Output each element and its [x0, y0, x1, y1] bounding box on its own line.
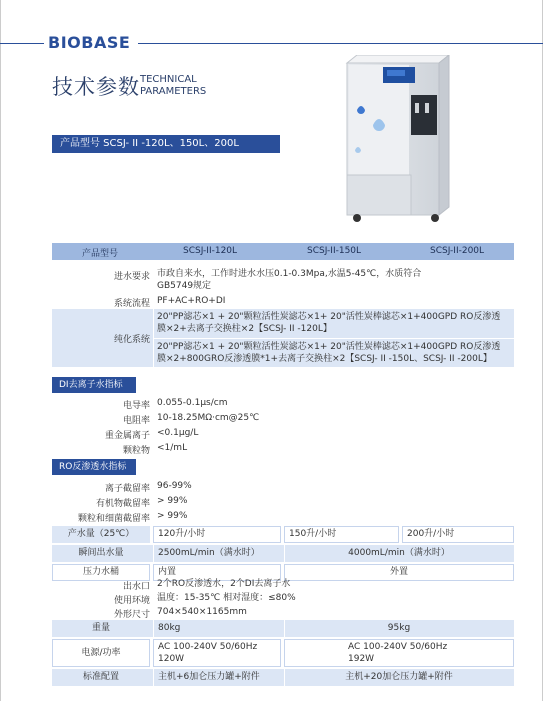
weight-value-2: 95kg — [387, 623, 411, 633]
instant-value-2: 4000mL/min（满水时） — [348, 548, 450, 558]
config-value-2: 主机+20加仑压力罐+附件 — [345, 672, 453, 682]
ro-item-value-3: > 99% — [157, 511, 188, 521]
weight-value-1: 80kg — [158, 623, 181, 633]
spec-header-model-2: SCSJ-II-150L — [307, 246, 362, 256]
purify-b-line-1: 20"PP滤芯×1 + 20"颗粒活性炭滤芯×1+ 20"活性炭棒滤芯×1+400GPD RO反渗透 — [157, 342, 501, 352]
page-title-en — [140, 74, 206, 98]
outlet-label: 出水口 — [122, 582, 150, 592]
config-divider-1 — [153, 669, 154, 686]
brand-logo: BIOBASE — [48, 33, 131, 52]
output-value-1: 120升/小时 — [158, 529, 206, 539]
di-item-label-4: 颗粒物 — [122, 446, 150, 456]
weight-divider-1 — [153, 620, 154, 637]
title-en-line-2: PARAMETERS — [140, 86, 207, 97]
power-b-line-2: 192W — [348, 654, 375, 664]
power-label: 电源/功率 — [81, 648, 121, 658]
tank-label: 压力水桶 — [82, 567, 119, 577]
purify-row-divider — [153, 338, 514, 339]
size-value: 704×540×1165mm — [157, 607, 247, 617]
power-a-line-2: 120W — [158, 654, 185, 664]
di-item-value-3: <0.1μg/L — [157, 428, 199, 438]
product-image — [333, 55, 453, 225]
inlet-value-1: 市政自来水，工作时进水水压0.1-0.3Mpa,水温5-45℃，水质符合 — [157, 269, 422, 279]
purify-a-line-2: 膜×2+去离子交换柱×2【SCSJ- II -120L】 — [157, 324, 332, 334]
env-label: 使用环境 — [113, 596, 150, 606]
page-title: 技术参数 — [52, 75, 140, 99]
ro-item-label-3: 颗粒和细菌截留率 — [77, 514, 150, 524]
model-bar: 产品型号 SCSJ- II -120L、150L、200L — [52, 135, 280, 153]
inlet-label: 进水要求 — [113, 272, 150, 282]
power-b-line-1: AC 100-240V 50/60Hz — [348, 642, 448, 652]
di-item-value-2: 10-18.25MΩ·cm@25℃ — [157, 413, 260, 423]
purify-a-line-1: 20"PP滤芯×1 + 20"颗粒活性炭滤芯×1+ 20"活性炭棒滤芯×1+400GPD RO反渗透 — [157, 312, 501, 322]
spec-header-model-3: SCSJ-II-200L — [430, 246, 485, 256]
weight-label: 重量 — [91, 623, 110, 633]
ro-section-tag: RO反渗透水指标 — [52, 459, 136, 475]
size-label: 外形尺寸 — [113, 610, 150, 620]
inlet-value-2: GB5749规定 — [157, 281, 212, 291]
ro-item-label-1: 离子截留率 — [104, 484, 150, 494]
output-value-2: 150升/小时 — [289, 529, 337, 539]
tank-value-1: 内置 — [158, 567, 177, 577]
output-value-3: 200升/小时 — [407, 529, 455, 539]
spec-header — [52, 243, 514, 260]
instant-label: 瞬间出水量 — [78, 548, 124, 558]
di-item-label-1: 电导率 — [122, 401, 150, 411]
outlet-value: 2个RO反渗透水，2个DI去离子水 — [157, 579, 291, 589]
di-item-label-3: 重金属离子 — [104, 431, 150, 441]
flow-value: PF+AC+RO+DI — [157, 296, 226, 306]
power-a-line-1: AC 100-240V 50/60Hz — [158, 642, 258, 652]
di-item-value-4: <1/mL — [157, 443, 188, 453]
di-item-label-2: 电阻率 — [122, 416, 150, 426]
tank-value-2: 外置 — [389, 567, 408, 577]
ro-item-value-2: > 99% — [157, 496, 188, 506]
env-value: 温度：15-35℃ 相对湿度：≤80% — [157, 593, 296, 603]
spec-header-label: 产品型号 — [82, 249, 119, 259]
instant-value-1: 2500mL/min（满水时） — [158, 548, 260, 558]
ro-item-value-1: 96-99% — [157, 481, 192, 491]
spec-header-model-1: SCSJ-II-120L — [183, 246, 238, 256]
instant-divider-1 — [153, 545, 154, 562]
ro-item-label-2: 有机物截留率 — [95, 499, 150, 509]
title-en-line-1: TECHNICAL — [140, 74, 197, 85]
di-section-tag: DI去离子水指标 — [52, 377, 136, 393]
config-label: 标准配置 — [82, 672, 119, 682]
flow-label: 系统流程 — [113, 299, 150, 309]
purify-label: 纯化系统 — [113, 335, 150, 345]
di-item-value-1: 0.055-0.1μs/cm — [157, 398, 228, 408]
purify-b-line-2: 膜×2+800GRO反渗透膜*1+去离子交换柱×2【SCSJ- II -150L、SCSJ- II -200L】 — [157, 354, 492, 364]
page-border-left — [0, 0, 1, 701]
config-value-1: 主机+6加仑压力罐+附件 — [158, 672, 260, 682]
output-label: 产水量（25℃） — [67, 529, 135, 539]
